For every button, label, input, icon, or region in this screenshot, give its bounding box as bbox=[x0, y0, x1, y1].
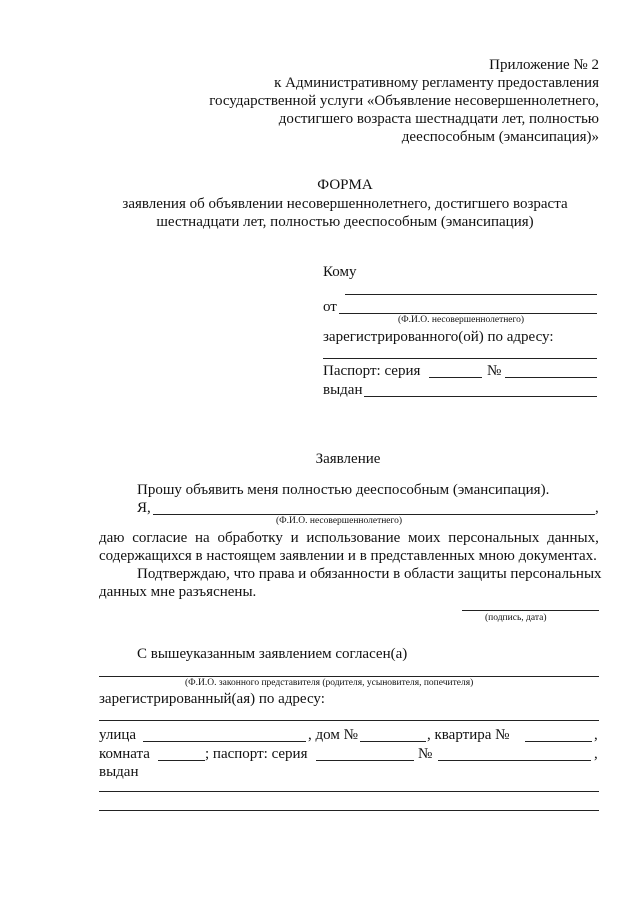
agreement-title: С вышеуказанным заявлением согласен(а) bbox=[137, 646, 408, 662]
street-label: улица bbox=[99, 727, 137, 743]
form-title: ФОРМА bbox=[317, 177, 373, 193]
room-label: комната bbox=[99, 746, 150, 762]
confirm-line-1: Подтверждаю, что права и обязанности в области защиты персональных bbox=[137, 566, 602, 582]
house-label: , дом № bbox=[308, 727, 358, 743]
representative-address-line[interactable] bbox=[99, 720, 599, 721]
to-label: Кому bbox=[323, 264, 357, 280]
consent-line-2: содержащихся в настоящем заявлении и в представленных мною документах. bbox=[99, 548, 597, 564]
street-comma: , bbox=[594, 727, 598, 743]
registered-label: зарегистрированного(ой) по адресу: bbox=[323, 329, 554, 345]
i-comma: , bbox=[595, 500, 599, 516]
consent-line-1: даю согласие на обработку и использование моих персональных данных, bbox=[99, 530, 599, 546]
passport-label: Паспорт: серия bbox=[323, 363, 421, 379]
street-field-line[interactable] bbox=[143, 741, 306, 742]
rep-issued-label: выдан bbox=[99, 764, 139, 780]
to-field-line[interactable] bbox=[345, 294, 597, 295]
address-field-line[interactable] bbox=[323, 358, 597, 359]
issued-field-line[interactable] bbox=[364, 396, 597, 397]
confirm-line-2: данных мне разъяснены. bbox=[99, 584, 257, 600]
passport-number-line[interactable] bbox=[505, 377, 597, 378]
issued-label: выдан bbox=[323, 382, 363, 398]
apartment-label: , квартира № bbox=[427, 727, 510, 743]
i-caption: (Ф.И.О. несовершеннолетнего) bbox=[276, 516, 403, 526]
form-subtitle-1: заявления об объявлении несовершеннолетнего, достигшего возраста bbox=[122, 196, 568, 212]
passport-series-line[interactable] bbox=[429, 377, 482, 378]
annex-line-2: к Административному регламенту предоставления bbox=[274, 75, 599, 91]
form-subtitle-2: шестнадцати лет, полностью дееспособным (эмансипация) bbox=[156, 214, 534, 230]
representative-name-line[interactable] bbox=[99, 676, 599, 677]
statement-title: Заявление bbox=[315, 451, 381, 467]
representative-caption: (Ф.И.О. законного представителя (родителя, усыновителя, попечителя) bbox=[185, 678, 474, 688]
i-name-field-line[interactable] bbox=[153, 514, 595, 515]
rep-passport-number-sign: № bbox=[418, 746, 433, 762]
from-label: от bbox=[323, 299, 337, 315]
from-field-line[interactable] bbox=[339, 313, 597, 314]
representative-registered-label: зарегистрированный(ая) по адресу: bbox=[99, 691, 325, 707]
i-label: Я, bbox=[137, 500, 151, 516]
rep-passport-series-line[interactable] bbox=[316, 760, 414, 761]
from-caption: (Ф.И.О. несовершеннолетнего) bbox=[398, 315, 525, 325]
annex-line-4: достигшего возраста шестнадцати лет, полностью bbox=[278, 111, 599, 127]
rep-issued-line-2[interactable] bbox=[99, 810, 599, 811]
passport-number-sign: № bbox=[487, 363, 502, 379]
room-comma: , bbox=[594, 746, 598, 762]
annex-line-5: дееспособным (эмансипация)» bbox=[401, 129, 599, 145]
annex-line-3: государственной услуги «Объявление несовершеннолетнего, bbox=[209, 93, 599, 109]
request-text: Прошу объявить меня полностью дееспособным (эмансипация). bbox=[137, 482, 550, 498]
house-field-line[interactable] bbox=[360, 741, 426, 742]
rep-issued-line-1[interactable] bbox=[99, 791, 599, 792]
annex-line-1: Приложение № 2 bbox=[489, 57, 599, 73]
signature-line[interactable] bbox=[462, 610, 599, 611]
rep-passport-number-line[interactable] bbox=[438, 760, 591, 761]
rep-passport-label: ; паспорт: серия bbox=[205, 746, 308, 762]
apartment-field-line[interactable] bbox=[525, 741, 592, 742]
signature-caption: (подпись, дата) bbox=[485, 613, 547, 623]
room-field-line[interactable] bbox=[158, 760, 205, 761]
